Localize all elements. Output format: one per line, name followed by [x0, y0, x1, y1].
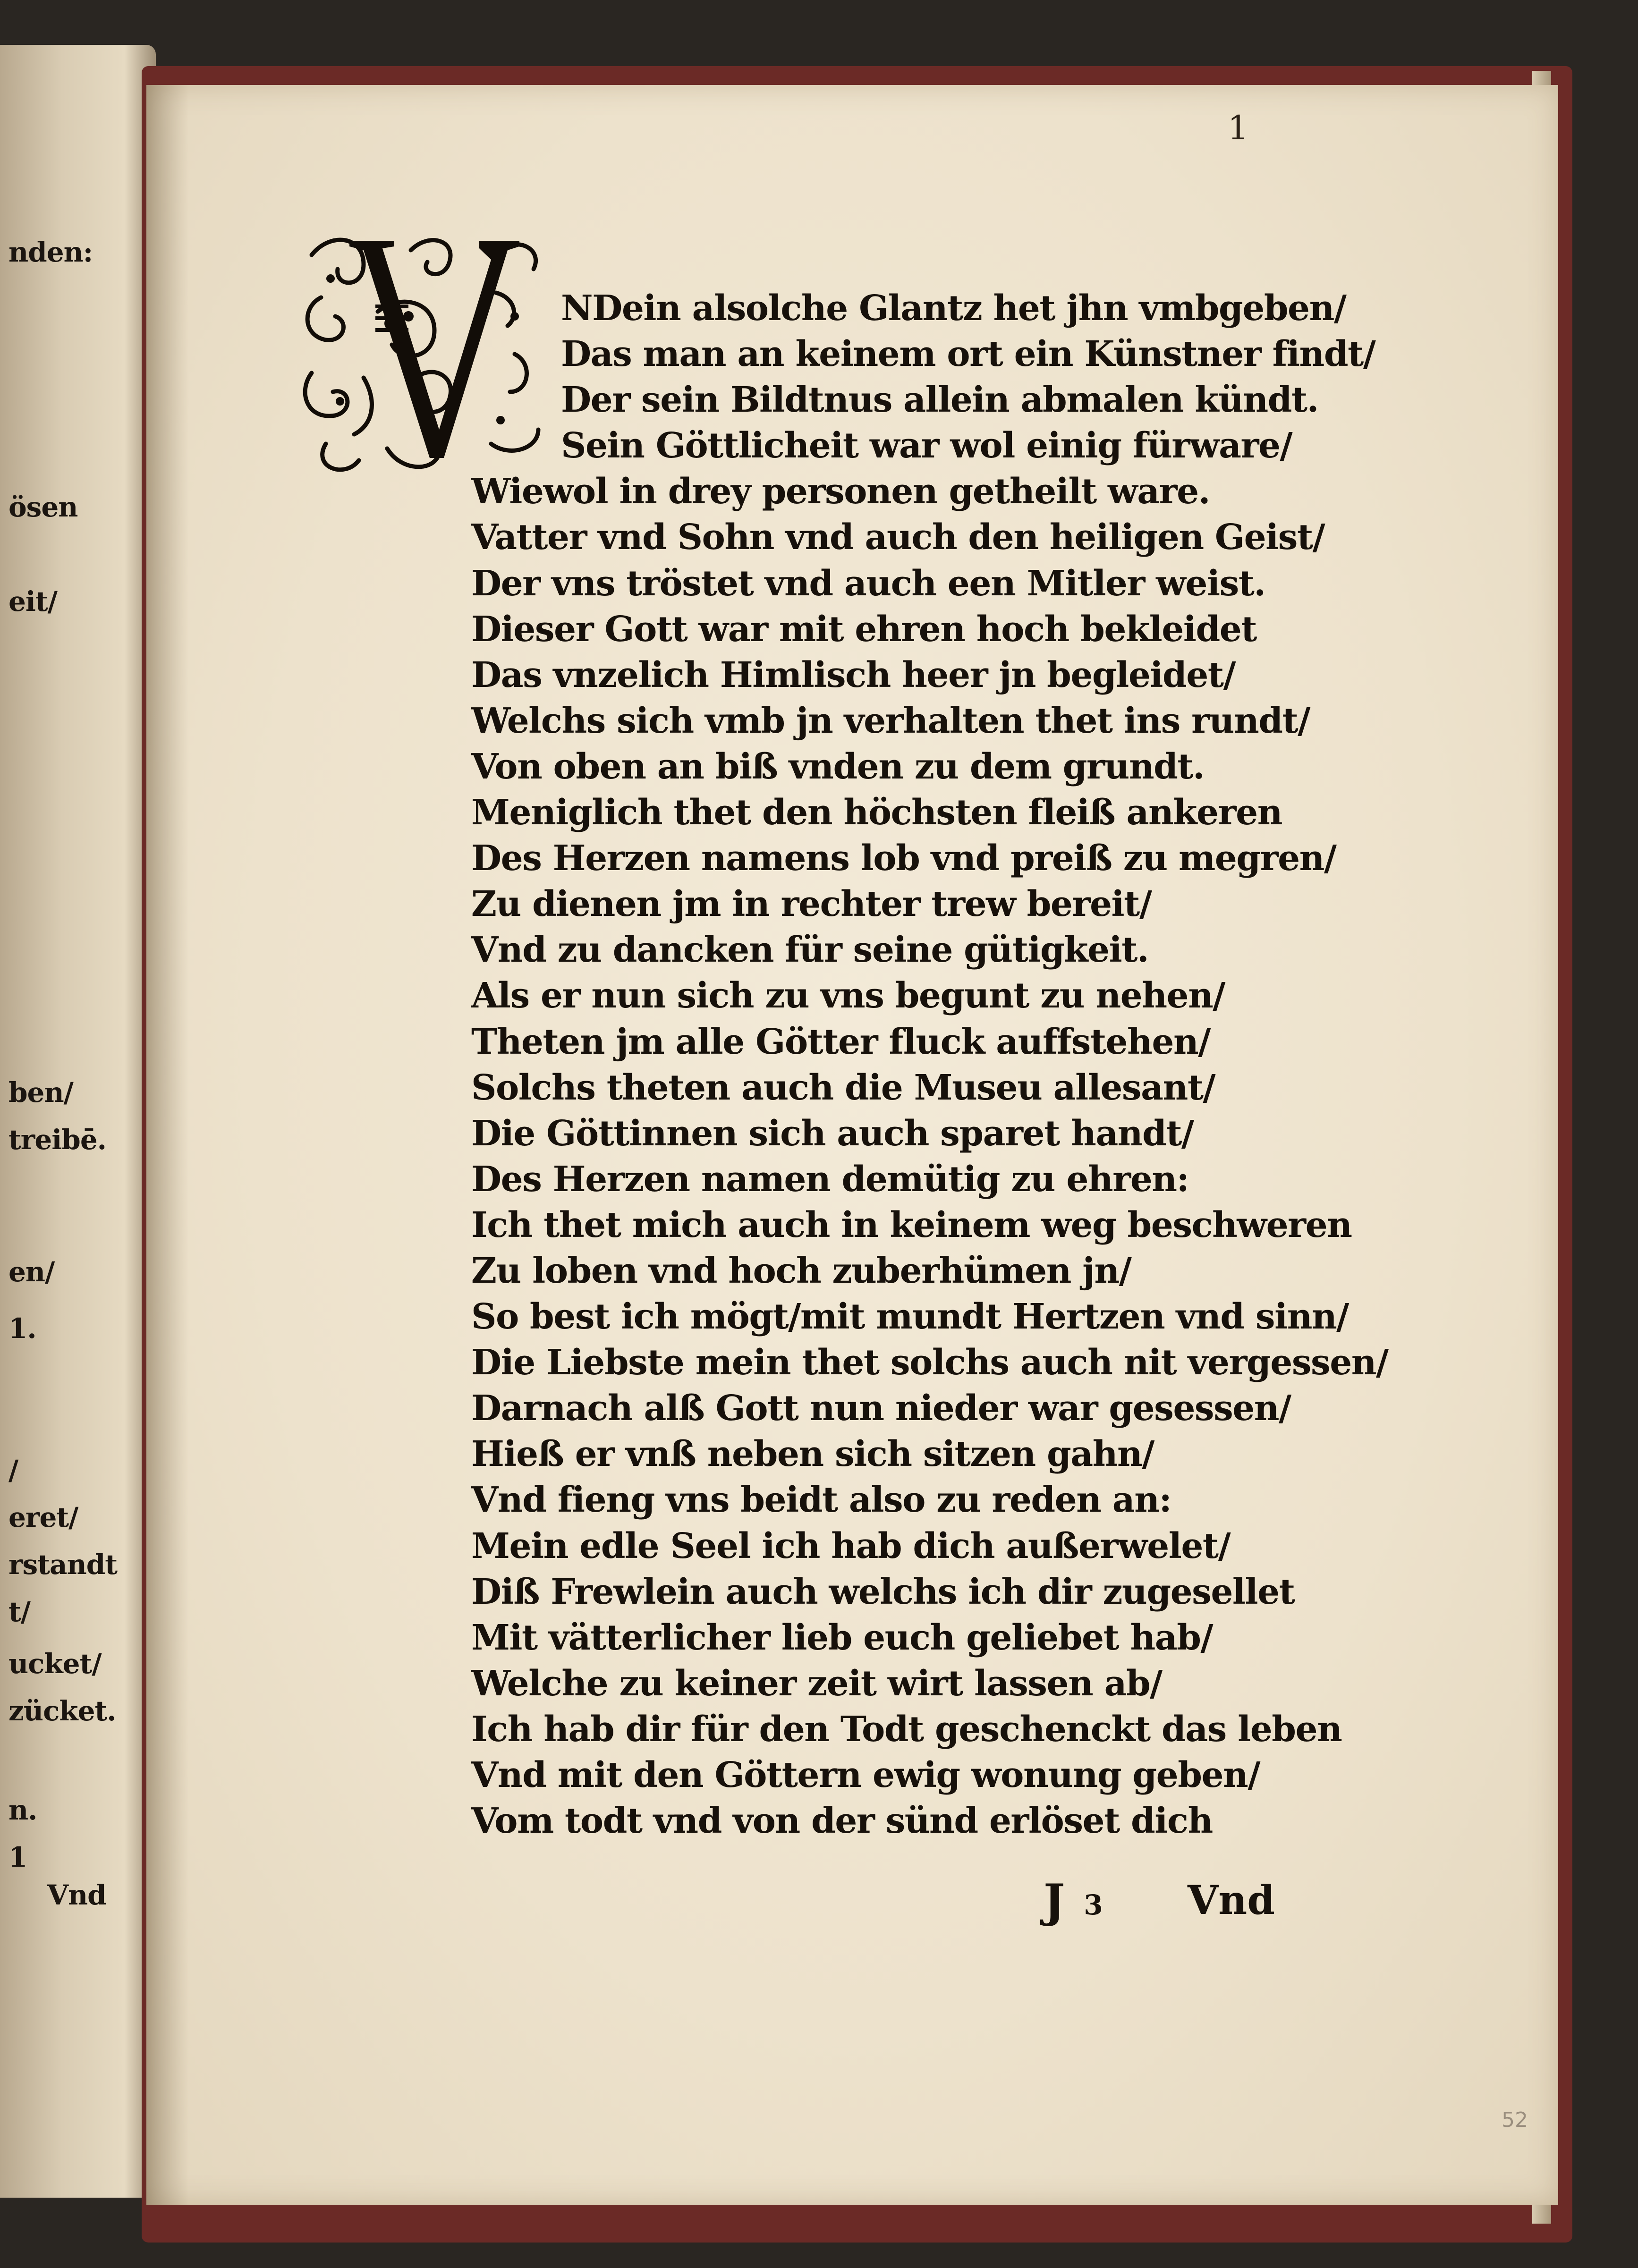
verse-line: Von oben an biß vnden zu dem grundt.: [471, 746, 1205, 787]
verse-line: So best ich mögt/mit mundt Hertzen vnd sinn/: [471, 1296, 1349, 1337]
left-page-text-fragment: rstandt: [8, 1549, 118, 1581]
left-page-text-fragment: Vnd: [47, 1879, 106, 1911]
verse-line: Die Liebste mein thet solchs auch nit vergessen/: [471, 1342, 1388, 1383]
verse-line: Sein Göttlicheit war wol einig fürware/: [561, 425, 1292, 466]
verse-line: Die Göttinnen sich auch sparet handt/: [471, 1113, 1194, 1154]
verse-line: Theten jm alle Götter fluck auffstehen/: [471, 1021, 1210, 1062]
left-page-text-fragment: eret/: [8, 1501, 78, 1533]
left-page-text-fragment: ucket/: [8, 1648, 102, 1680]
left-page-text-fragment: n.: [8, 1794, 37, 1826]
left-page-text-fragment: 1: [8, 1841, 27, 1873]
facing-left-page: [0, 45, 156, 2198]
left-page-text-fragment: t/: [8, 1596, 30, 1628]
verse-line: Der sein Bildtnus allein abmalen kündt.: [561, 380, 1318, 421]
verse-line: Diß Frewlein auch welchs ich dir zugesellet: [471, 1571, 1295, 1612]
verse-text: [471, 286, 1388, 1844]
verse-line: Zu dienen jm in rechter trew bereit/: [471, 884, 1152, 925]
verse-line: Ich thet mich auch in keinem weg beschweren: [471, 1204, 1352, 1245]
left-page-text-fragment: zücket.: [8, 1695, 116, 1727]
pencil-foliation: 52: [1502, 2108, 1528, 2132]
verse-line: Dieser Gott war mit ehren hoch bekleidet: [471, 609, 1256, 650]
verse-line: Mein edle Seel ich hab dich außerwelet/: [471, 1525, 1231, 1566]
verse-line: Vatter vnd Sohn vnd auch den heiligen Geist/: [471, 517, 1325, 558]
verse-line: Das man an keinem ort ein Künstner findt/: [561, 334, 1375, 375]
verse-line: Meniglich thet den höchsten fleiß ankeren: [471, 792, 1282, 833]
left-page-text-fragment: nden:: [8, 236, 93, 268]
catchword: Vnd: [1188, 1877, 1275, 1923]
left-page-text-fragment: ösen: [8, 491, 78, 523]
left-page-text-fragment: ben/: [8, 1076, 73, 1109]
verse-line: Zu loben vnd hoch zuberhümen jn/: [471, 1250, 1131, 1291]
verse-line: Darnach alß Gott nun nieder war gesessen/: [471, 1388, 1291, 1429]
verse-line: Wiewol in drey personen getheilt ware.: [471, 471, 1210, 512]
left-page-text-fragment: /: [8, 1454, 18, 1486]
folio-number: 1: [1228, 109, 1249, 147]
left-page-text-fragment: treibē.: [8, 1124, 106, 1156]
verse-line: Welche zu keiner zeit wirt lassen ab/: [471, 1663, 1162, 1704]
verse-line: Mit vätterlicher lieb euch geliebet hab/: [471, 1617, 1213, 1658]
verse-line: Hieß er vnß neben sich sitzen gahn/: [471, 1434, 1154, 1475]
verse-line: Solchs theten auch die Museu allesant/: [471, 1067, 1215, 1108]
gutter-shadow: [146, 85, 189, 2205]
verse-line: NDein alsolche Glantz het jhn vmbgeben/: [561, 288, 1346, 329]
left-page-text-fragment: en/: [8, 1256, 55, 1288]
verse-line: Als er nun sich zu vns begunt zu nehen/: [471, 975, 1225, 1016]
verse-line: Das vnzelich Himlisch heer jn begleidet/: [471, 654, 1236, 695]
verse-line: Der vns tröstet vnd auch een Mitler weist.: [471, 563, 1265, 604]
verse-line: Vnd fieng vns beidt also zu reden an:: [471, 1480, 1171, 1521]
verse-line: Vom todt vnd von der sünd erlöset dich: [471, 1801, 1213, 1842]
verse-line: Des Herzen namen demütig zu ehren:: [471, 1159, 1189, 1200]
verse-line: Ich hab dir für den Todt geschenckt das leben: [471, 1709, 1342, 1750]
signature-letter: J: [1044, 1874, 1065, 1928]
verse-line: Des Herzen namens lob vnd preiß zu megren/: [471, 838, 1336, 879]
left-page-text-fragment: 1.: [8, 1312, 36, 1345]
verse-line: Vnd zu dancken für seine gütigkeit.: [471, 930, 1149, 971]
verse-line: Welchs sich vmb jn verhalten thet ins rundt/: [471, 700, 1310, 741]
left-page-text-fragment: eit/: [8, 585, 57, 618]
signature-mark: [1044, 1874, 1103, 1928]
signature-number: 3: [1084, 1889, 1103, 1921]
verse-line: Vnd mit den Göttern ewig wonung geben/: [471, 1755, 1260, 1795]
